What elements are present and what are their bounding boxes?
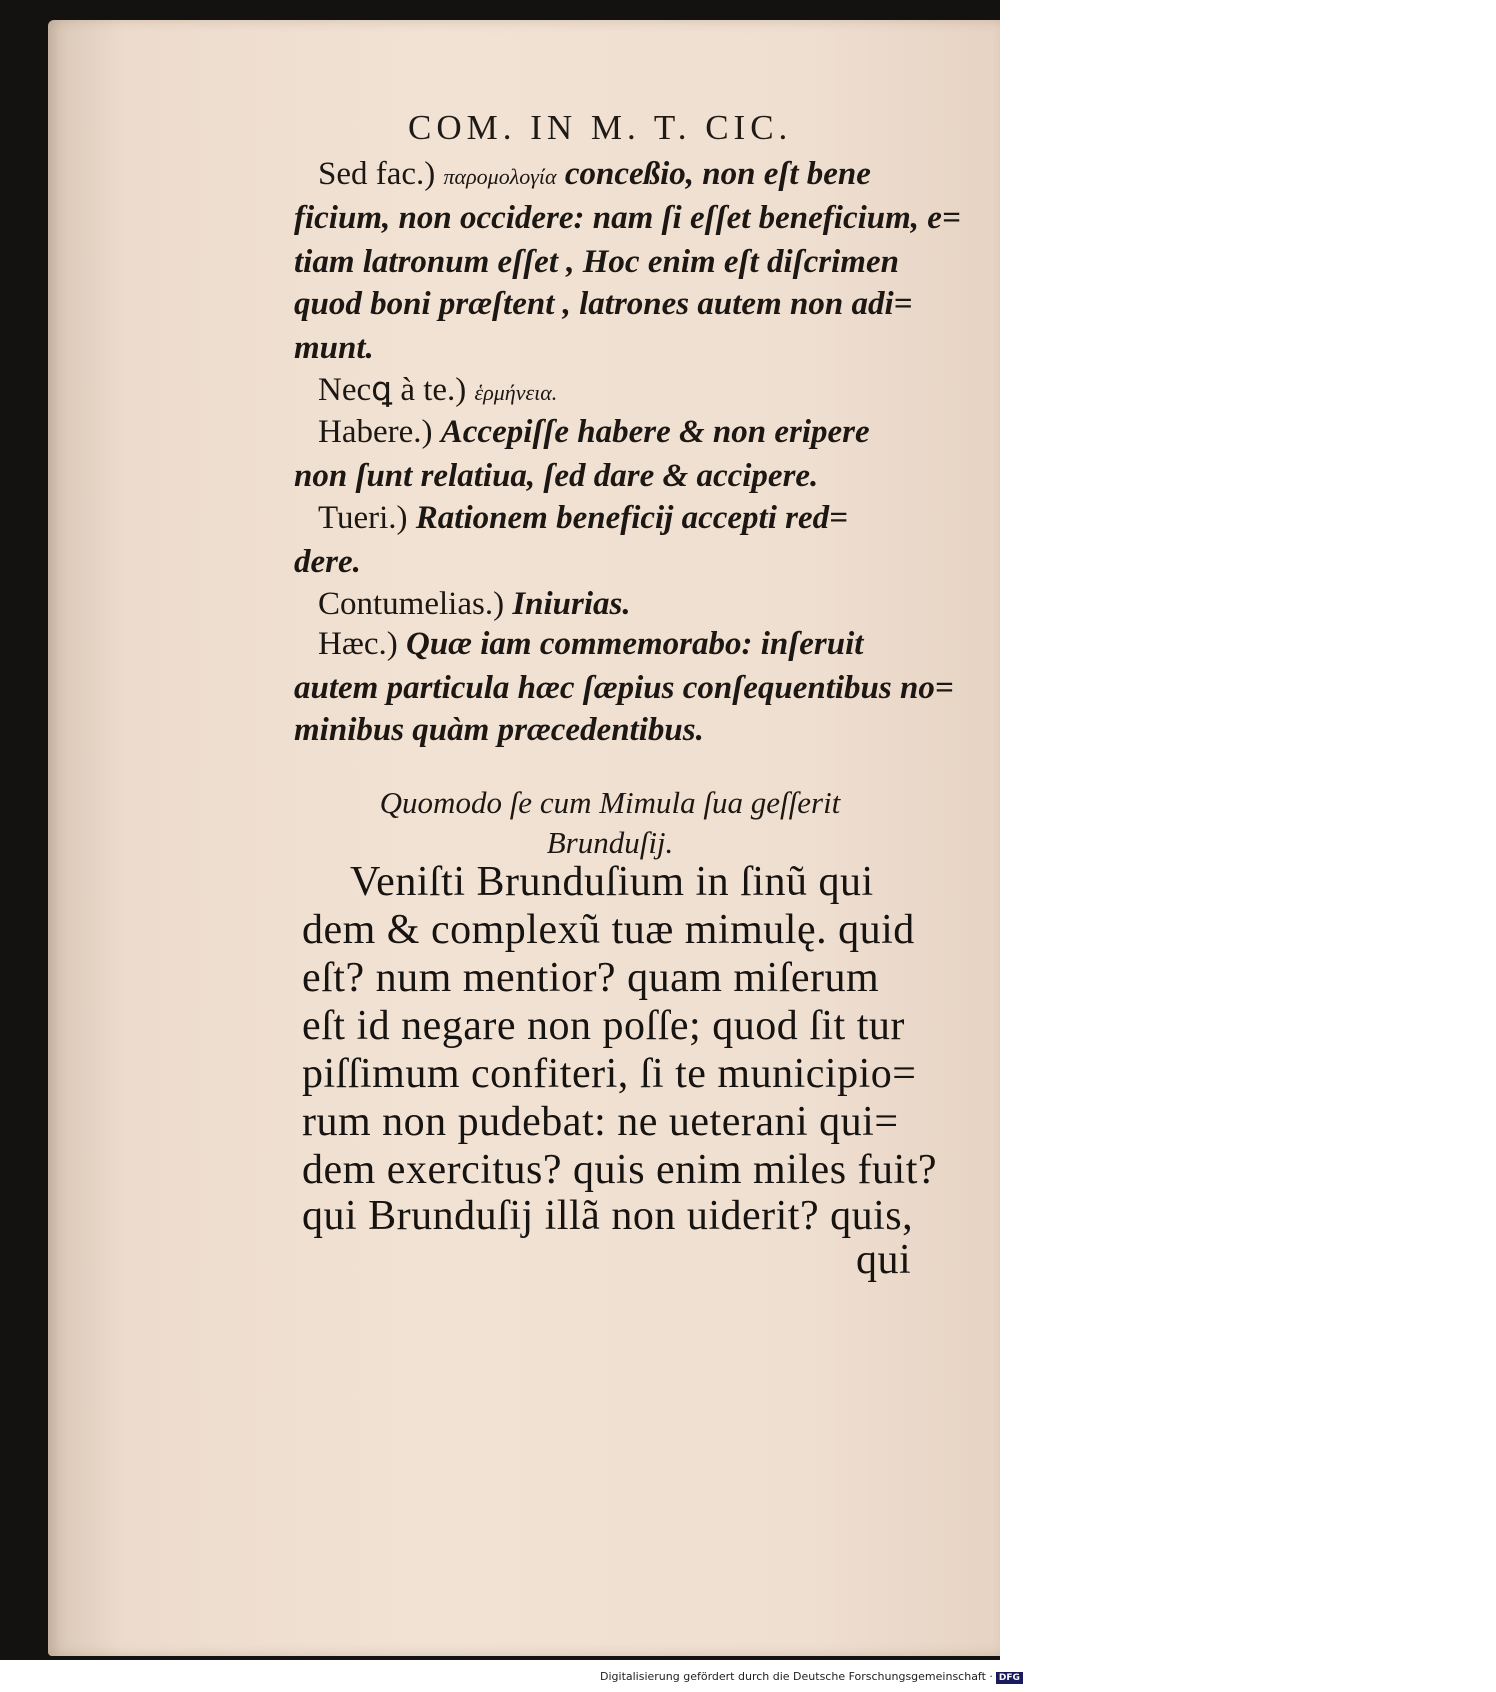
lemma: Hæc.) [318,626,398,662]
gloss-continuation: dere. [294,544,361,580]
running-header: COM. IN M. T. CIC. [408,108,793,147]
lemma: Tueri.) [318,500,408,536]
gloss-continuation: minibus quàm præcedentibus. [294,712,704,748]
commentary-line [294,196,961,240]
greek-term: παρομολογία [443,164,557,189]
commentary-line [318,622,978,666]
dfg-logo: DFG [996,1672,1023,1684]
digitization-footer [600,1670,1020,1688]
lemma: Necꝗ à te.) [318,372,467,408]
commentary-line [294,240,954,284]
gloss: conceßio, non eſt bene [564,156,871,192]
commentary-line [318,410,978,454]
body-line: dem exercitus? quis enim miles fuit? [302,1147,937,1193]
commentary-line [294,666,954,710]
body-line: qui [856,1237,912,1283]
commentary-line [318,496,978,540]
commentary-line [318,582,978,626]
commentary-line [294,454,954,498]
gloss-continuation: non ſunt relatiua, ſed dare & accipere. [294,458,819,494]
gloss: Quæ iam commemorabo: inſeruit [405,626,864,662]
lemma: Sed fac.) [318,156,436,192]
gloss: Rationem beneficij accepti red= [415,500,848,536]
gloss: Iniurias. [512,586,631,622]
gloss-continuation: tiam latronum eſſet , Hoc enim eſt diſcrimen [294,244,899,280]
commentary-line [294,326,954,370]
body-line: piſſimum confiteri, ſi te municipio= [302,1051,917,1097]
gloss-continuation: quod boni præſtent , latrones autem non adi= [294,286,913,322]
commentary-line [318,368,978,415]
body-line: Veniſti Brunduſium in ſinũ qui [350,859,874,905]
lemma: Habere.) [318,414,433,450]
body-line: dem & complexũ tuæ mimulę. quid [302,907,915,953]
footer-text: Digitalisierung gefördert durch die Deutsche Forschungsgemeinschaft · [600,1670,993,1683]
commentary-line [294,540,954,584]
body-line: qui Brunduſij illã non uiderit? quis, [302,1193,914,1239]
body-line: eſt id negare non poſſe; quod ſit tur [302,1003,905,1049]
greek-term: ἑρμήνεια. [474,380,558,405]
gloss-continuation: munt. [294,330,374,366]
body-line: rum non pudebat: ne ueterani qui= [302,1099,899,1145]
gloss: Accepiſſe habere & non eripere [440,414,870,450]
section-title-line-2: Brunduſij. [546,825,674,860]
gloss-continuation: autem particula hæc ſæpius conſequentibus no= [294,670,954,706]
commentary-line [294,282,954,326]
commentary-line [318,152,978,199]
gloss-continuation: ficium, non occidere: nam ſi eſſet beneficium, e= [294,200,961,236]
section-title-line-1: Quomodo ſe cum Mimula ſua geſſerit [379,785,841,820]
body-line: eſt? num mentior? quam miſerum [302,955,880,1001]
commentary-line [294,708,954,752]
lemma: Contumelias.) [318,586,505,622]
